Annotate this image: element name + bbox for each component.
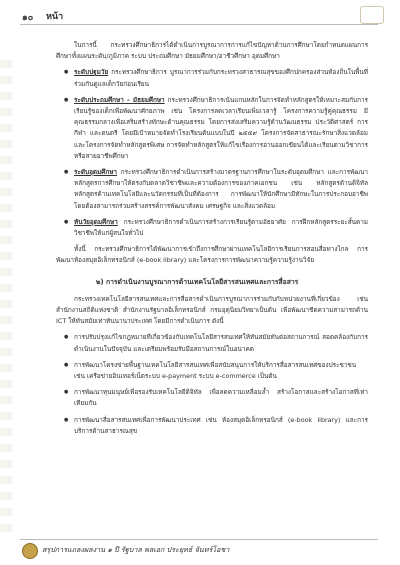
intro-paragraph: ในการนี้ กระทรวงศึกษาธิการได้ดำเนินการบูรณาการการแก้ไขปัญหาด้านการศึกษาโดยกำหนดแผนการศึกษาทั้งแผนระดับ/ภูมิภาค ระบบ ประถมศึกษา มัธยมศึกษา/อาชีวศึกษา อุดมศึกษา — [56, 41, 368, 61]
section-paragraph: กระทรวงเทคโนโลยีสารสนเทศและการสื่อสารดำเนินการบูรณาการร่วมกับกับหน่วยงานที่เกี่ยวข้อง เช่น สำนักงานสถิติแห่งชาติ สำนักงานรัฐบาลอิเล็กทรอนิกส์ กรมอุตุนิยมวิทยาเป็นต้น เพื่อพัฒนาขีดความสามารถด้าน ICT ให้ทันสมัยเท่าทันนานาประเทศ โดยมีการดำเนินการ ดังนี้ — [56, 294, 368, 326]
page-footer — [0, 535, 400, 565]
bullet-item: ● การพัฒนาสื่อสารสนเทศเพื่อการพัฒนาประเทศ เช่น ห้องสมุดอิเล็กทรอนิกส์ (e-book library) และการบริการด้านสาธารณสุข — [56, 415, 368, 437]
chapter-label: หน้า — [46, 12, 64, 22]
page-number: ๑๐ — [22, 13, 34, 23]
bullet-text: กระทรวงศึกษาธิการเน้นแกนหลักในการจัดทำหลักสูตรให้เหมาะสมกับการเรียนรู้ของเด็กเพื่อพัฒนาศักยภาพ เช่น โครงการลดเวลาเรียนเพิ่มเวลารู้ โครงการความรู้คู่คุณธรรม มีคุณธรรมกลางเพื่อเสริมสร้างทักษะด้านคุณธรรม โดยการส่งเสริมความรู้ด้านวัฒนธรรม ประวัติศาสตร์ การกีฬา และดนตรี โดยมีเป้าหมายจัดทำโรงเรียนต้นแบบในปี ๒๕๕๙ โครงการจัดสาธารณะรักษาสิ่งแวดล้อม และโครงการจัดทำหลักสูตรพิเศษ การจัดทำหลักสูตรให้แก้ไขเรื่องการอ่านออกเขียนได้และเรียนตามวิชาการหรือสายอาชีพศึกษา — [74, 95, 368, 160]
bullet-item: ● การพัฒนาทุนมนุษย์เพื่อรองรับเทคโนโลยีดิจิทัล เพื่อลดความเหลื่อมล้ำ สร้างโอกาสและสร้างโอกาสที่เท่าเทียมกัน — [56, 387, 368, 409]
bullet-item — [56, 217, 368, 239]
bullet-title: ระดับประถมศึกษา - มัธยมศึกษา — [74, 95, 165, 104]
footer-rule — [20, 539, 378, 540]
header-ornament-icon — [360, 6, 384, 24]
bullet-text: กระทรวงศึกษาธิการ บูรณาการร่วมกับกระทรวงสาธารณสุขของศึกปกครองส่วนท้องถิ่นในพื้นที่ ร่วมกันดูแลเด็กวัยก่อนเรียน — [74, 68, 368, 88]
bullet-item: ● การพัฒนาโครงข่ายพื้นฐานเทคโนโลยีสารสนเทศเพื่อสนับสนุนการให้บริการสื่อสารสนเทศของประชาชน เช่น เครือข่ายอินเทอร์เน็ตระบบ e-payment ระบบ e-commerce เป็นต้น — [56, 360, 368, 382]
bullet-text: กระทรวงศึกษาธิการดำเนินการสร้างมาตรฐานการศึกษาในระดับอุดมศึกษา และการพัฒนาหลักสูตรการศึกษาให้ตรงกับตลาดวิชาชีพและความต้องการของภาคเอกชน เช่น หลักสูตรด้านดิจิทัล หลักสูตรด้านเทคโนโลยีและนวัตกรรมที่เป็นที่ต้องการ การพัฒนาให้นักศึกษามีทักษะในการประกอบอาชีพ โดยต้องสามารถร่วมสร้างสรรค์การพัฒนาสังคม เศรษฐกิจ และสิ่งแวดล้อม — [74, 168, 368, 210]
document-body — [56, 40, 368, 442]
footer-text: สรุปการแถลงผลงาน ๑ ปี รัฐบาล พลเอก ประยุทธ์ จันทร์โอชา — [42, 545, 230, 554]
bullet-title: ทันวัยอุดมศึกษา — [74, 217, 118, 226]
header-rule — [20, 24, 378, 25]
bullet-item — [56, 67, 368, 89]
bullet-title: ระดับปฐมวัย — [74, 68, 109, 77]
bullet-item — [56, 95, 368, 162]
bullet-item — [56, 167, 368, 212]
emblem-icon — [22, 543, 38, 559]
closing-paragraph: ทั้งนี้ กระทรวงศึกษาธิการได้พัฒนาการเข้าถึงการศึกษาผ่านเทคโนโลยีการเรียนการสอนสื่อทางไกล การพัฒนาห้องสมุดอิเล็กทรอนิกส์ (e-book library) และโครงการการพัฒนาความรู้ความรู้งานวิจัย — [56, 245, 368, 265]
side-decoration — [0, 60, 12, 540]
page-header — [0, 0, 400, 30]
bullet-text: กระทรวงศึกษาธิการดำเนินการสร้างการเรียนรู้ตามอัธยาศัย การฝึกหลักสูตรระยะสั้นตามวิชาชีพให้แก่ผู้สนใจทั่วไป — [74, 217, 368, 238]
bullet-item: ● การปรับปรุงแก้ไขกฎหมายที่เกี่ยวข้องกับเทคโนโลยีสารสนเทศให้ทันสมัยทันต่อสถานการณ์ สอดคล้องกับการดำเนินงานในปัจจุบัน และเตรียมพร้อมรับมือสถานการณ์ในอนาคต — [56, 332, 368, 354]
bullet-title: ระดับอุดมศึกษา — [74, 168, 117, 177]
section-heading: ๒) การดำเนินงานบูรณาการด้านเทคโนโลยีสารสนเทศและการสื่อสาร — [96, 277, 299, 286]
